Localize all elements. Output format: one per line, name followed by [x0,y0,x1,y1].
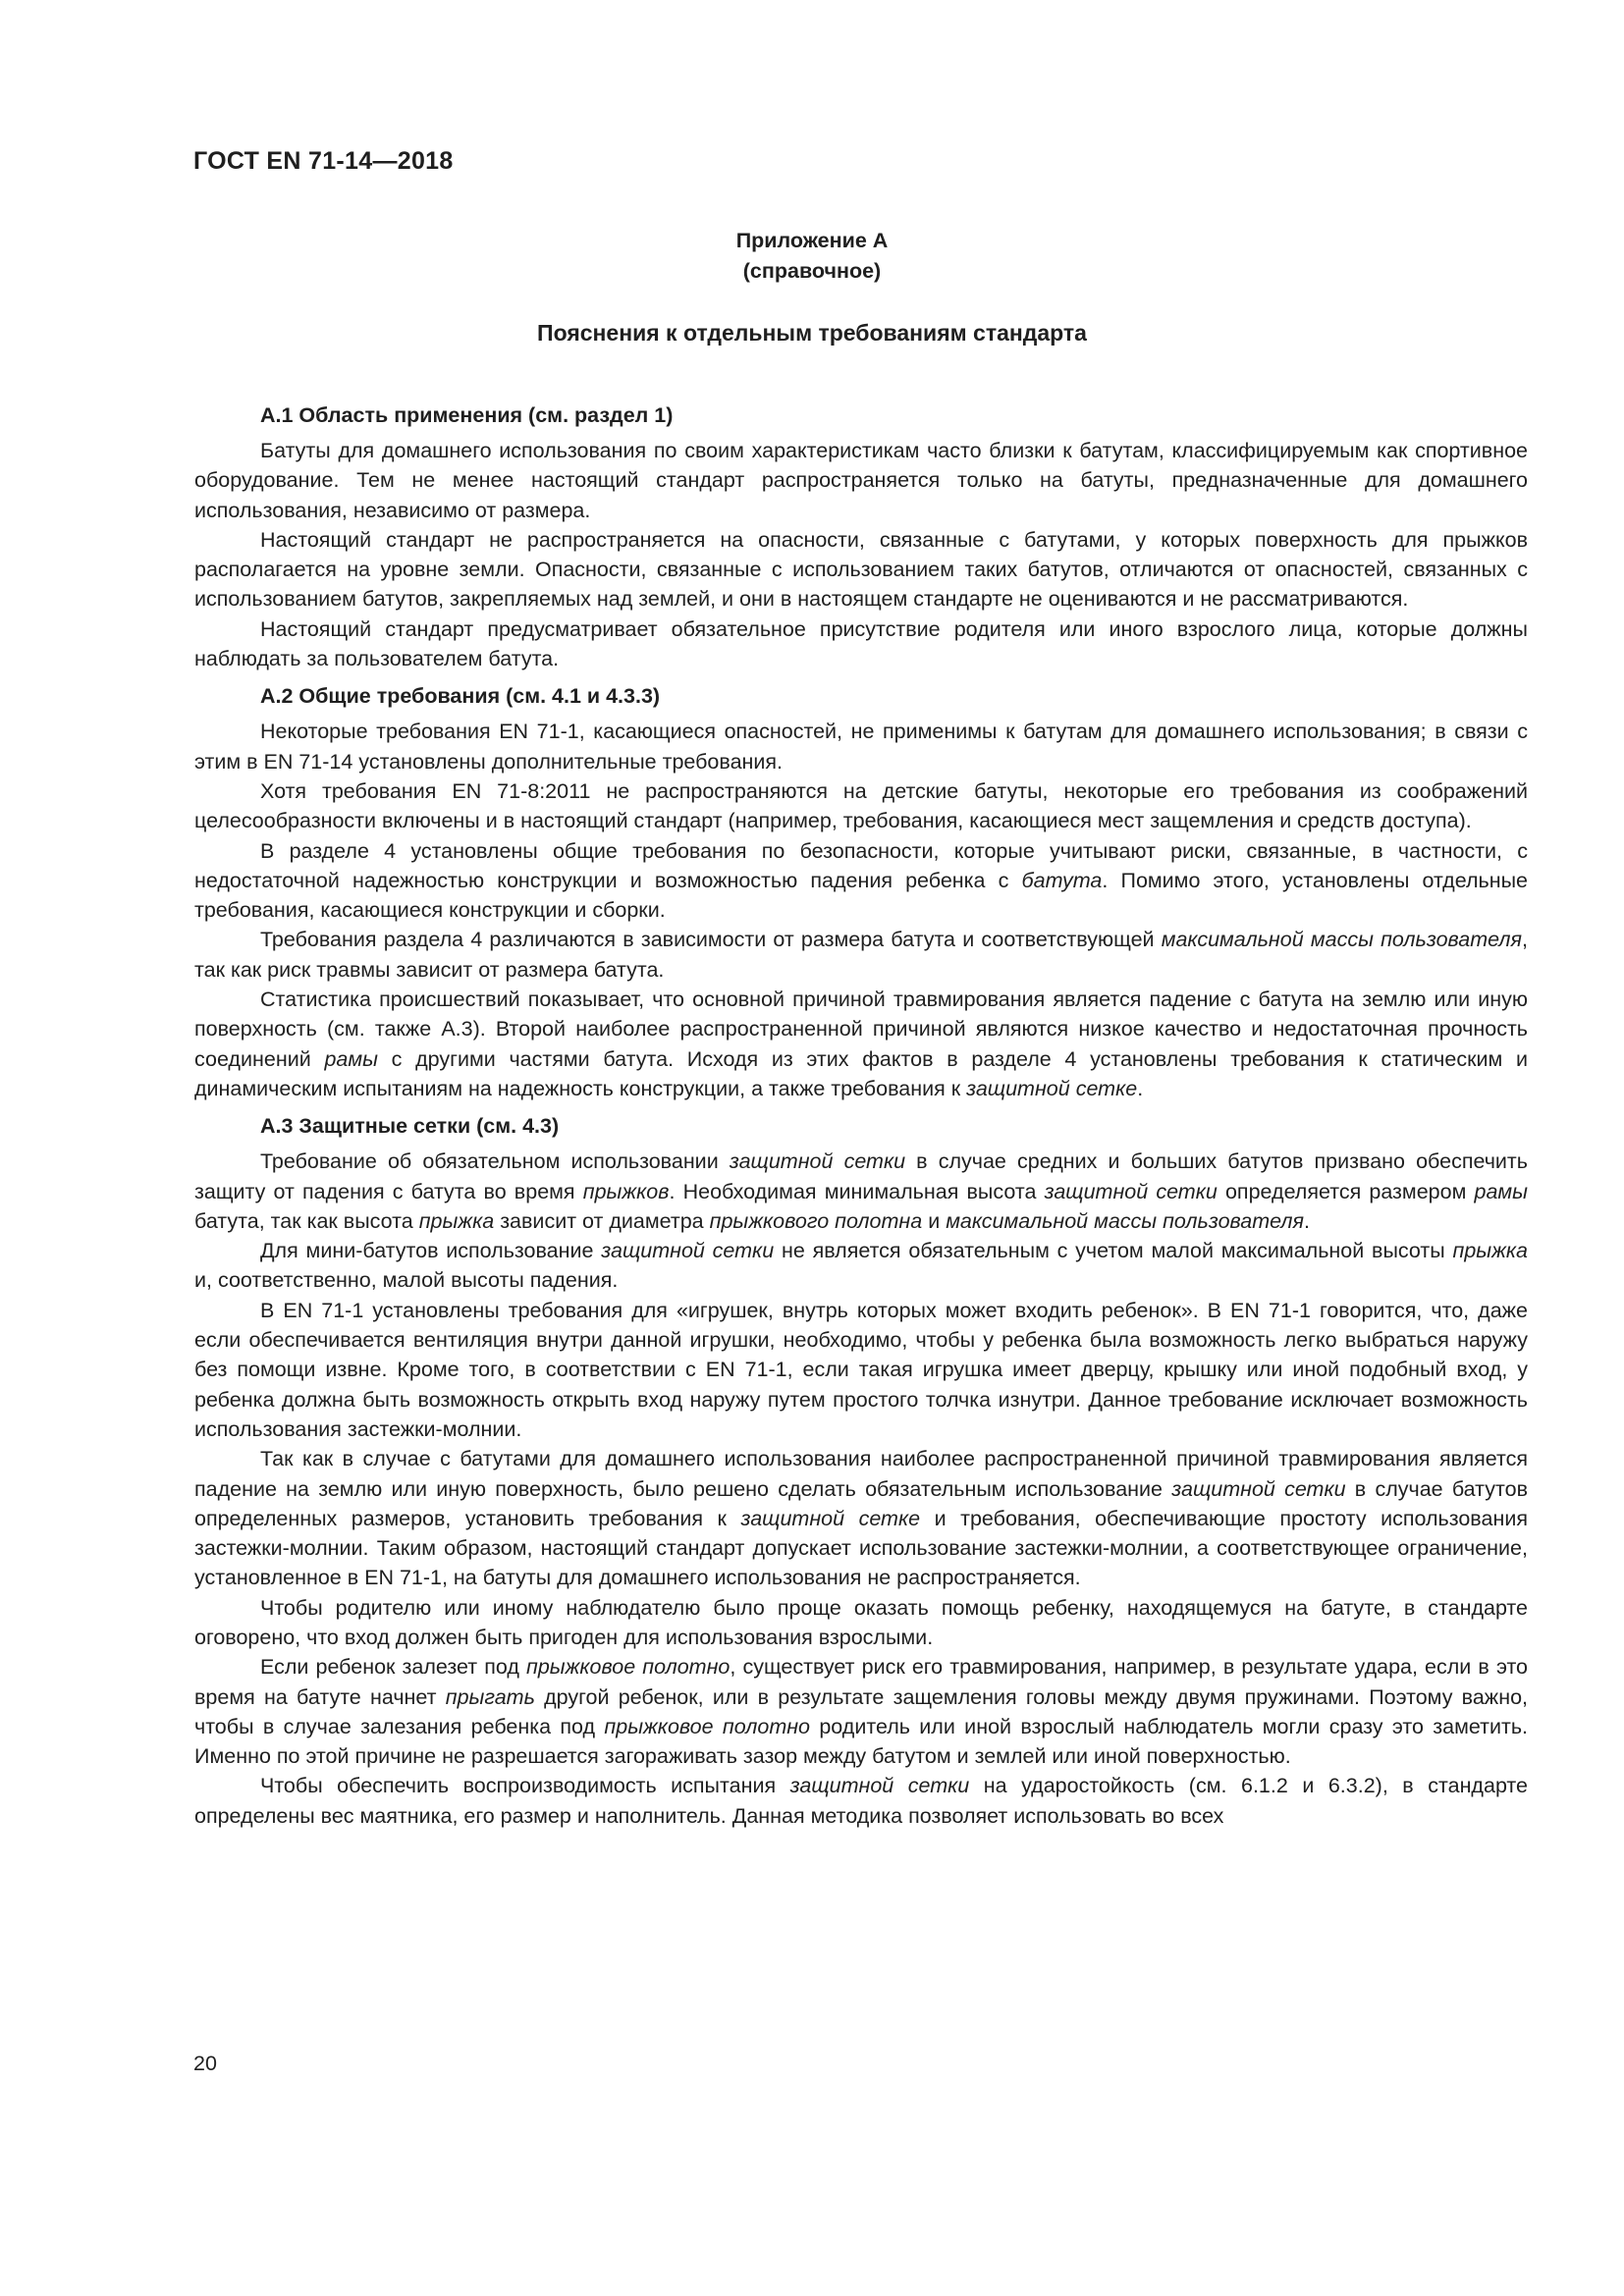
paragraph [194,1147,1528,1236]
paragraph [194,836,1528,926]
appendix-subtitle: (справочное) [742,259,882,283]
paragraph [194,1771,1528,1831]
text-run: Настоящий стандарт предусматривает обязательное присутствие родителя или иного взрослого лица, которые должны наблюдать за пользователем батута. [194,616,1528,671]
section-a2 [194,681,1528,1103]
paragraph [194,925,1528,985]
text-run: , существует риск его травмирования, например, в результате удара, если в это время на батуте начнет [194,1655,1529,1709]
text-run: . Необходимая минимальная высота [669,1179,1045,1203]
text-run: В разделе 4 установлены общие требования по безопасности, которые учитывают риски, связанные, в частности, с недостаточной надежностью конструкции и возможностью падения ребенка с [194,838,1528,892]
text-run: с другими частями батута. Исходя из этих фактов в разделе 4 установлены требования к статическим и динамическим испытаниям на надежность конструкции, а также требования к [194,1046,1529,1100]
emphasized-term: рамы [324,1046,378,1071]
text-run: батута, так как высота [194,1208,419,1233]
paragraph [194,614,1528,674]
text-run: Некоторые требования EN 71-1, касающиеся опасностей, не применимы к батутам для домашнего использования; в связи с этим в EN 71-14 установлены дополнительные требования. [194,720,1528,774]
text-run: и требования, обеспечивающие простоту использования застежки-молнии. Таким образом, настоящий стандарт допускает использование застежки-молнии, а соответствующее ограничение, установленное в EN 71-1, на батуты для домашнего использования не распространяется. [194,1506,1528,1590]
paragraph [194,1444,1528,1592]
text-run: Хотя требования EN 71-8:2011 не распространяются на детские батуты, некоторые его требования из соображений целесообразности включены и в настоящий стандарт (например, требования, касающиеся мест защемления и средств доступа). [194,778,1528,833]
emphasized-term: защитной сетки [1171,1476,1346,1501]
paragraph [194,1296,1528,1444]
paragraph [194,1652,1528,1771]
emphasized-term: рамы [1474,1179,1528,1203]
emphasized-term: прыжковое полотно [526,1655,731,1680]
section-heading: А.1 Область применения (см. раздел 1) [260,403,674,427]
paragraph [194,1593,1528,1653]
emphasized-term: прыжка [418,1208,495,1233]
text-run: . [1137,1076,1144,1100]
section-heading: А.2 Общие требования (см. 4.1 и 4.3.3) [260,684,661,709]
emphasized-term: максимальной массы пользователя [946,1208,1305,1233]
paragraph [194,985,1528,1103]
text-run: и, соответственно, малой высоты падения. [194,1268,619,1293]
section-a1 [194,400,1528,673]
text-run: Настоящий стандарт не распространяется на опасности, связанные с батутами, у которых поверхность для прыжков располагается на уровне земли. Опасности, связанные с использованием таких батутов, отличаются от опасностей, связанных с использованием батутов, закрепляемых над землей, и они в настоящем стандарте не оцениваются и не рассматриваются. [194,527,1528,612]
paragraph [194,1236,1528,1296]
section-heading: А.3 Защитные сетки (см. 4.3) [260,1114,560,1139]
emphasized-term: защитной сетки [789,1774,970,1798]
document-body [194,393,1528,1831]
text-run: , так как риск травмы зависит от размера батута. [194,928,1528,982]
emphasized-term: защитной сетке [740,1506,921,1530]
text-run: В EN 71-1 установлены требования для «игрушек, внутрь которых может входить ребенок». В EN 71-1 говорится, что, даже если обеспечивается вентиляция внутри данной игрушки, необходимо, чтобы у ребенка была возможность легко выбраться наружу без помощи извне. Кроме того, в соответствии с EN 71-1, если такая игрушка имеет дверцу, крышку или иной подобный вход, у ребенка должна быть возможность открыть вход наружу путем простого толчка изнутри. Данное требование исключает возможность использования застежки-молнии. [194,1298,1528,1441]
text-run: родитель или иной взрослый наблюдатель могли сразу это заметить. Именно по этой причине не разрешается загораживать зазор между батутом и землей или иной поверхностью. [194,1714,1528,1769]
section-a3 [194,1111,1528,1831]
text-run: Чтобы обеспечить воспроизводимость испытания [260,1774,790,1798]
appendix-title: Приложение А [735,229,889,252]
emphasized-term: прыжковое полотно [604,1714,811,1738]
paragraph [194,717,1528,776]
text-run: не является обязательным с учетом малой максимальной высоты [774,1239,1453,1263]
text-run: Чтобы родителю или иному наблюдателю было проще оказать помощь ребенку, находящемуся на батуте, в стандарте оговорено, что вход должен быть пригоден для использования взрослыми. [194,1595,1528,1649]
text-run: Если ребенок залезет под [260,1655,526,1680]
appendix-heading [0,226,1624,287]
emphasized-term: максимальной массы пользователя [1161,928,1523,952]
text-run: и [922,1208,947,1233]
text-run: на ударостойкость (см. 6.1.2 и 6.3.2), в стандарте определены вес маятника, его размер и наполнитель. Данная методика позволяет использовать во всех [194,1774,1528,1828]
text-run: Требование об обязательном использовании [260,1149,730,1174]
paragraph [194,436,1528,525]
emphasized-term: батута [1021,868,1103,892]
text-run: Так как в случае с батутами для домашнего использования наиболее распространенной причиной травмирования является падение на землю или иную поверхность, было решено сделать обязательным использование [194,1447,1528,1501]
text-run: . Помимо этого, установлены отдельные требования, касающиеся конструкции и сборки. [194,868,1528,923]
emphasized-term: защитной сетки [1044,1179,1218,1203]
text-run: другой ребенок, или в результате защемления головы между двумя пружинами. Поэтому важно, чтобы в случае залезания ребенка под [194,1684,1528,1738]
paragraph [194,776,1528,836]
page-number: 20 [193,2052,217,2075]
emphasized-term: прыжка [1452,1239,1528,1263]
text-run: зависит от диаметра [494,1208,710,1233]
emphasized-term: защитной сетке [966,1076,1138,1100]
text-run: Требования раздела 4 различаются в зависимости от размера батута и соответствующей [260,928,1162,952]
text-run: определяется размером [1217,1179,1475,1203]
text-run: Для мини-батутов использование [260,1239,602,1263]
text-run: в случае батутов определенных размеров, установить требования к [194,1476,1528,1530]
text-run: . [1304,1208,1311,1233]
text-run: в случае средних и больших батутов призвано обеспечить защиту от падения с батута во время [194,1149,1528,1203]
main-title: Пояснения к отдельным требованиям стандарта [537,320,1087,346]
emphasized-term: прыгать [445,1684,535,1709]
paragraph [194,525,1528,614]
text-run: Батуты для домашнего использования по своим характеристикам часто близки к батутам, классифицируемым как спортивное оборудование. Тем не менее настоящий стандарт распространяется только на батуты, предназначенные для домашнего использования, независимо от размера. [194,439,1528,522]
emphasized-term: прыжков [582,1179,670,1203]
emphasized-term: защитной сетки [729,1149,906,1174]
emphasized-term: прыжкового полотна [709,1208,923,1233]
text-run: Статистика происшествий показывает, что основной причиной травмирования является падение с батута на землю или иную поверхность (см. также А.3). Второй наиболее распространенной причиной являются низкое качество и недостаточная прочность соединений [194,988,1528,1071]
document-code: ГОСТ EN 71-14—2018 [193,147,454,175]
emphasized-term: защитной сетки [601,1239,775,1263]
